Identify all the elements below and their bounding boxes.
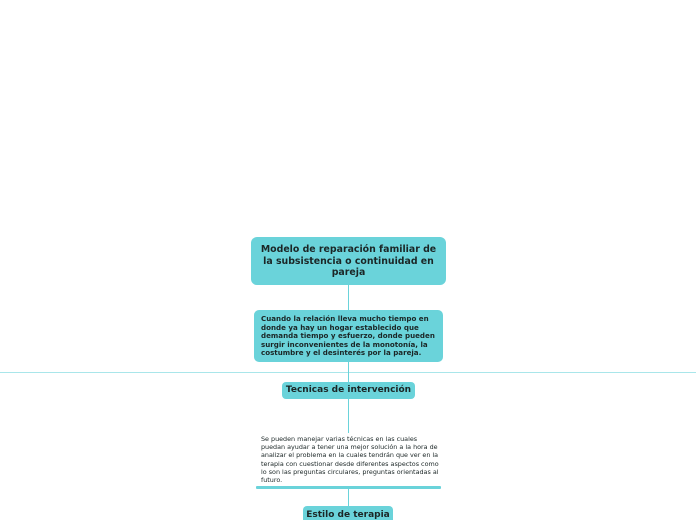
tecnicas-note-underline (256, 486, 441, 489)
connector-description-to-tecnicas (348, 362, 349, 382)
tecnicas-note-text[interactable]: Se pueden manejar varias técnicas en las cuales puedan ayudar a tener una mejor solución a la hora de analizar el problema en la cuales tendrán que ver en la terapia con cuestionar desde diferentes aspectos como lo son las preguntas circulares, preguntas orientadas al futuro. (261, 435, 439, 485)
description-topic-node[interactable] (254, 310, 443, 362)
root-topic-node[interactable] (251, 237, 446, 285)
estilo-topic-node[interactable] (303, 506, 393, 520)
tecnicas-topic-label: Tecnicas de intervención (285, 385, 412, 395)
tecnicas-topic-node[interactable] (282, 382, 415, 399)
estilo-topic-label: Estilo de terapia (306, 510, 390, 520)
connector-note-to-estilo (348, 489, 349, 506)
root-topic-label: Modelo de reparación familiar de la subsistencia o continuidad en pareja (260, 244, 437, 278)
connector-root-to-description (348, 285, 349, 310)
connector-tecnicas-to-note (348, 399, 349, 433)
description-topic-text: Cuando la relación lleva mucho tiempo en donde ya hay un hogar establecido que demanda tiempo y esfuerzo, donde pueden surgir inconvenientes de la monotonía, la costumbre y el desinterés por la pareja. (261, 314, 435, 357)
